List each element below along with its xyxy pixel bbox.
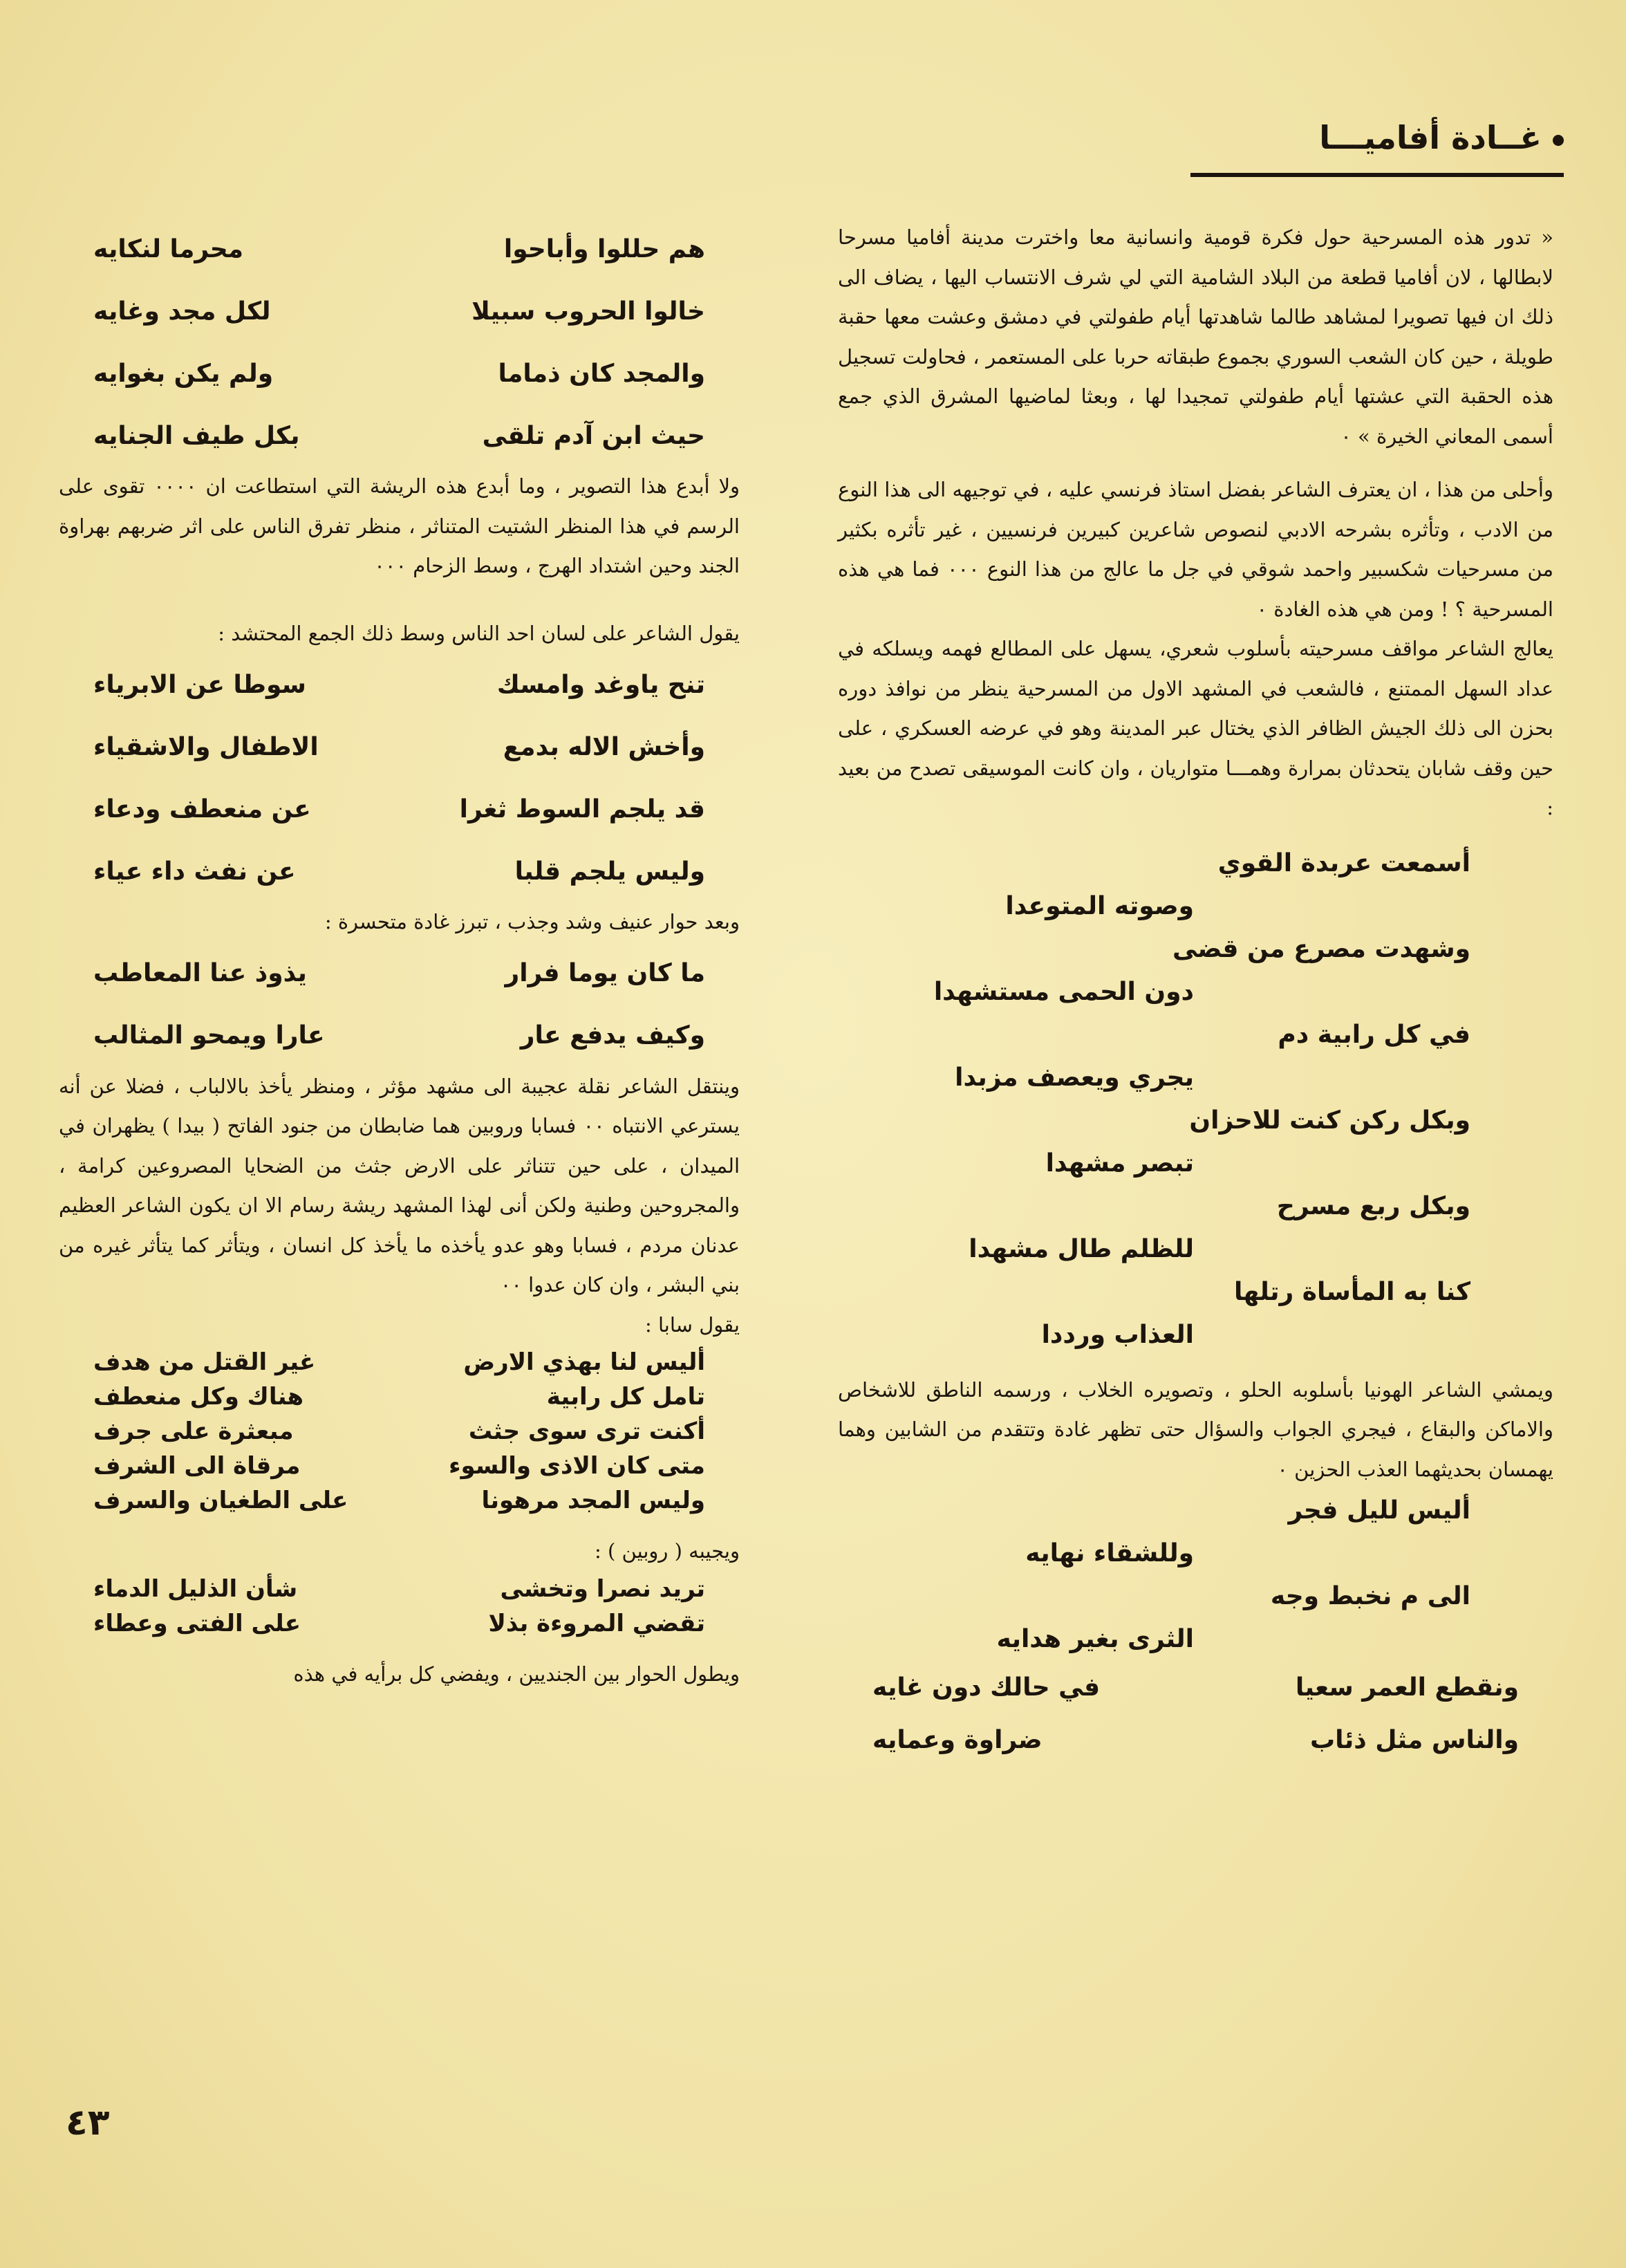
verse-couplet bbox=[59, 1449, 740, 1483]
verse-hemistich-first: حيث ابن آدم تلقى bbox=[482, 421, 705, 450]
verse-hemistich-first: قد يلجم السوط ثغرا bbox=[459, 794, 705, 824]
verse-hemistich-first: أليس لنا بهذي الارض bbox=[463, 1348, 705, 1376]
verse-couplet bbox=[59, 1414, 740, 1449]
paragraph: يقول الشاعر على لسان احد الناس وسط ذلك الجمع المحتشد : bbox=[218, 621, 740, 645]
section-title-text: غــادة أفاميـــا bbox=[1319, 119, 1542, 156]
section-title bbox=[1319, 119, 1564, 156]
verse-hemistich-second: هناك وكل منعطف bbox=[93, 1383, 304, 1411]
verse-couplet bbox=[59, 405, 740, 467]
verse-couplet bbox=[59, 716, 740, 778]
verse-hemistich-first: تقضي المروءة بذلا bbox=[488, 1609, 705, 1637]
verse-line: الى م نخبط وجه bbox=[1270, 1582, 1470, 1610]
verse-hemistich-second: سوطا عن الابرياء bbox=[93, 670, 306, 699]
verse-line: وبكل ركن كنت للاحزان bbox=[1189, 1106, 1470, 1135]
verse-hemistich-first: تنح ياوغد وامسك bbox=[496, 670, 705, 699]
verse-hemistich-first: ونقطع العمر سعيا bbox=[1295, 1673, 1519, 1702]
paragraph: ويطول الحوار بين الجنديين ، ويفضي كل برأيه في هذه bbox=[293, 1662, 740, 1686]
verse-hemistich-second: على الطغيان والسرف bbox=[93, 1487, 348, 1514]
verse-hemistich-second: في حالك دون غايه bbox=[872, 1673, 1101, 1702]
verse-line: وصوته المتوعدا bbox=[1005, 891, 1194, 920]
left-column bbox=[59, 218, 740, 1694]
verse-hemistich-second: ضراوة وعمايه bbox=[872, 1725, 1043, 1754]
verse-hemistich-second: على الفتى وعطاء bbox=[93, 1609, 301, 1637]
verse-hemistich-second: عن نفث داء عياء bbox=[93, 857, 296, 886]
verse-hemistich-first: تامل كل رابية bbox=[546, 1383, 705, 1411]
verse-hemistich-first: والناس مثل ذئاب bbox=[1310, 1725, 1519, 1754]
verse-couplet bbox=[59, 280, 740, 342]
verse-hemistich-first: أكنت ترى سوى جثث bbox=[468, 1418, 705, 1445]
paragraph: وبعد حوار عنيف وشد وجذب ، تبرز غادة متحسرة : bbox=[324, 910, 740, 933]
verse-hemistich-second: شأن الذليل الدماء bbox=[93, 1574, 298, 1603]
verse-line: العذاب ورددا bbox=[1041, 1320, 1194, 1349]
verse-couplet bbox=[59, 942, 740, 1005]
verse-hemistich-second: ولم يكن بغوايه bbox=[93, 359, 274, 388]
paragraph: ويجيبه ( روبين ) : bbox=[594, 1539, 740, 1563]
verse-hemistich-first: وكيف يدفع عار bbox=[520, 1021, 705, 1050]
page-number: ٤٣ bbox=[66, 2102, 110, 2144]
verse-hemistich-first: تريد نصرا وتخشى bbox=[500, 1574, 705, 1603]
paragraph: ويمشي الشاعر الهونيا بأسلوبه الحلو ، وتصويره الخلاب ، ورسمه الناطق للاشخاص والاماكن والبقاع ، فيجري الجواب والسؤال حتى تظهر غادة وتتقدم من الشابين وهما يهمسان بحديثهما العذب الحزين ٠ bbox=[838, 1377, 1553, 1481]
verse-hemistich-first: وليس يلجم قلبا bbox=[514, 857, 705, 886]
verse-hemistich-first: وأخش الاله بدمع bbox=[503, 732, 705, 761]
verse-line: في كل رابية دم bbox=[1278, 1020, 1470, 1049]
paragraph: « تدور هذه المسرحية حول فكرة قومية وانسانية معا واخترت مدينة أفاميا مسرحا لابطالها ، لان أفاميا قطعة من البلاد الشامية التي لي شرف الانتساب اليها ، يضاف الى ذلك ان فيها تصويرا لمشاهد طالما شاهدتها أيام طفولتي في دمشق وعشت معها حقبة طويلة ، حين كان الشعب السوري بجموع طبقاته حربا على المستعمر ، فحاولت تسجيل هذه الحقبة التي عشتها أيام طفولتي تمجيدا لها ، وبعثا لماضيها المشرق الذي جمع أسمى المعاني الخيرة » ٠ bbox=[838, 225, 1553, 448]
verse-line: للظلم طال مشهدا bbox=[969, 1234, 1194, 1263]
verse-hemistich-first: وليس المجد مرهونا bbox=[481, 1487, 705, 1514]
verse-couplet bbox=[59, 342, 740, 405]
verse-hemistich-second: مبعثرة على جرف bbox=[93, 1418, 294, 1445]
verse-couplet bbox=[59, 1005, 740, 1067]
verse-couplet bbox=[59, 778, 740, 840]
verse-hemistich-first: متى كان الاذى والسوء bbox=[449, 1452, 705, 1480]
verse-couplet bbox=[59, 1606, 740, 1641]
paragraph: يعالج الشاعر مواقف مسرحيته بأسلوب شعري، يسهل على المطالع فهمه ويسلكه في عداد السهل الممتنع ، فالشعب في المشهد الاول من المسرحية ينظر من نوافذ دوره بحزن الى ذلك الجيش الظافر الذي يختال عبر المدينة وهو في عرضه العسكري ، على حين وقف شابان يتحدثان بمرارة وهمـــا متواريان ، وان كانت الموسيقى تصدح من بعيد : bbox=[838, 637, 1553, 819]
paragraph: وأحلى من هذا ، ان يعترف الشاعر بفضل استاذ فرنسي عليه ، في توجيهه الى هذا النوع من الادب ، وتأثره بشرحه الادبي لنصوص شاعرين كبيرين فرنسيين ، غير تأثره بكثير من مسرحيات شكسبير واحمد شوقي في جل ما عالج من هذا النوع ٠٠٠ فما هي هذه المسرحية ؟ ! ومن هي هذه الغادة ٠ bbox=[838, 478, 1553, 621]
verse-hemistich-first: ما كان يوما فرار bbox=[505, 959, 705, 987]
verse-couplet bbox=[59, 1379, 740, 1414]
verse-hemistich-second: بكل طيف الجنايه bbox=[93, 421, 300, 450]
verse-line: دون الحمى مستشهدا bbox=[933, 977, 1194, 1006]
verse-line: تبصر مشهدا bbox=[1045, 1149, 1194, 1178]
paragraph: يقول سابا : bbox=[644, 1312, 740, 1337]
verse-hemistich-second: مرقاة الى الشرف bbox=[93, 1452, 301, 1480]
verse-hemistich-second: لكل مجد وغايه bbox=[93, 297, 271, 326]
verse-line: كنا به المأساة رتلها bbox=[1234, 1277, 1470, 1306]
verse-hemistich-second: يذوذ عنا المعاطب bbox=[93, 959, 307, 987]
verse-line: أسمعت عربدة القوي bbox=[1217, 848, 1470, 877]
paragraph: ولا أبدع هذا التصوير ، وما أبدع هذه الريشة التي استطاعت ان ٠٠٠٠ تقوى على الرسم في هذا المنظر الشتيت المتناثر ، منظر تفرق الناس على اثر ضربهم بهراوة الجند وحين اشتداد الهرج ، وسط الزحام ٠٠٠ bbox=[59, 474, 740, 577]
verse-line: الثرى بغير هدايه bbox=[996, 1625, 1194, 1653]
verse-couplet bbox=[838, 1713, 1553, 1766]
verse-couplet bbox=[59, 1345, 740, 1379]
verse-line: يجري ويعصف مزبدا bbox=[955, 1063, 1194, 1092]
verse-couplet bbox=[59, 1483, 740, 1518]
verse-hemistich-second: غير القتل من هدف bbox=[93, 1348, 316, 1376]
bullet-icon bbox=[1553, 135, 1564, 146]
verse-hemistich-second: عن منعطف ودعاء bbox=[93, 794, 311, 824]
verse-hemistich-second: محرما لنكايه bbox=[93, 234, 243, 263]
verse-hemistich-second: الاطفال والاشقياء bbox=[93, 732, 319, 761]
verse-couplet bbox=[59, 653, 740, 716]
verse-hemistich-second: عارا ويمحو المثالب bbox=[93, 1021, 325, 1050]
article-header bbox=[1177, 119, 1564, 181]
verse-line: أليس لليل فجر bbox=[1288, 1496, 1470, 1525]
right-column bbox=[838, 218, 1553, 1766]
paragraph: وينتقل الشاعر نقلة عجيبة الى مشهد مؤثر ، ومنظر يأخذ بالالباب ، فضلا عن أنه يسترعي الانتباه ٠٠ فسابا وروبين هما ضابطان من جنود الفاتح ( بيدا ) يظهران في الميدان ، على حين تتناثر على الارض جثث من الضحايا المصروعين كرامة ، والمجروحين وطنية ولكن أنى لهذا المشهد ريشة رسام الا ان يكون الشاعر العظيم عدنان مردم ، فسابا وهو عدو يأخذه ما يأخذ كل انسان ، ويتأثر كما يتأثر غيره من بني البشر ، وان كان عدوا ٠٠ bbox=[59, 1074, 740, 1296]
header-rule bbox=[1190, 173, 1564, 177]
verse-line: وشهدت مصرع من قضى bbox=[1172, 934, 1470, 963]
verse-hemistich-first: خالوا الحروب سبيلا bbox=[471, 297, 705, 326]
verse-couplet bbox=[59, 218, 740, 280]
verse-couplet bbox=[838, 1661, 1553, 1713]
verse-couplet bbox=[59, 840, 740, 902]
verse-hemistich-first: هم حللوا وأباحوا bbox=[503, 234, 705, 263]
verse-hemistich-first: والمجد كان ذماما bbox=[498, 359, 705, 388]
verse-line: وللشقاء نهايه bbox=[1025, 1539, 1194, 1568]
verse-line: وبكل ربع مسرح bbox=[1276, 1191, 1470, 1220]
verse-couplet bbox=[59, 1572, 740, 1606]
